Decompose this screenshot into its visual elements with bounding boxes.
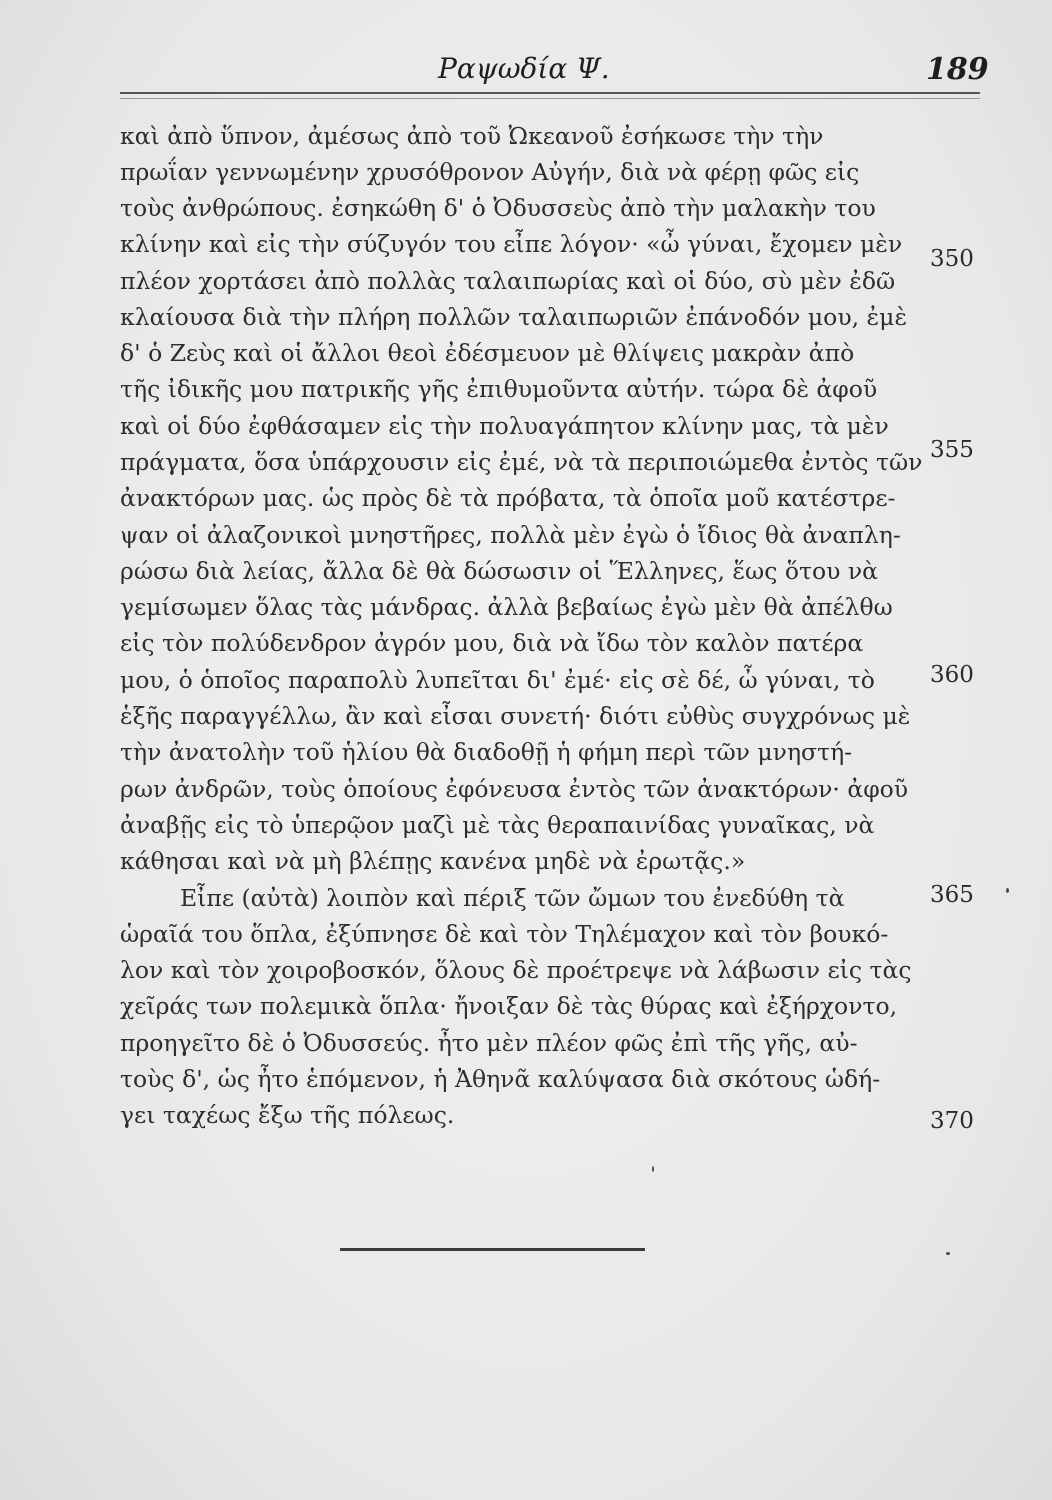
speck [946,1252,950,1255]
header-rule-thin [120,98,980,99]
text-line: λον καὶ τὸν χοιροβοσκόν, ὅλους δὲ προέτρεψε νὰ λάβωσιν εἰς τὰς [120,956,912,984]
end-rule [340,1248,645,1251]
verse-number: 370 [930,1108,974,1134]
text-line: Εἶπε (αὐτὰ) λοιπὸν καὶ πέριξ τῶν ὤμων του ἐνεδύθη τὰ [180,884,845,912]
speck [652,1166,654,1172]
verse-number: 360 [930,662,974,688]
text-line: ἀναβῇς εἰς τὸ ὑπερῷον μαζὶ μὲ τὰς θεραπαινίδας γυναῖκας, νὰ [120,811,875,839]
text-line: προηγεῖτο δὲ ὁ Ὀδυσσεύς. ἦτο μὲν πλέον φῶς ἐπὶ τῆς γῆς, αὐ- [120,1029,858,1057]
text-line: ἀνακτόρων μας. ὡς πρὸς δὲ τὰ πρόβατα, τὰ ὁποῖα μοῦ κατέστρε- [120,484,896,512]
text-line: ἑξῆς παραγγέλλω, ἂν καὶ εἶσαι συνετή· διότι εὐθὺς συγχρόνως μὲ [120,702,911,730]
text-line: ὡραῖά του ὅπλα, ἐξύπνησε δὲ καὶ τὸν Τηλέμαχον καὶ τὸν βουκό- [120,920,889,948]
text-line: τῆς ἰδικῆς μου πατρικῆς γῆς ἐπιθυμοῦντα αὐτήν. τώρα δὲ ἀφοῦ [120,375,878,403]
text-line: τοὺς δ', ὡς ἦτο ἑπόμενον, ἡ Ἀθηνᾶ καλύψασα διὰ σκότους ὡδή- [120,1065,881,1093]
speck [1006,888,1009,893]
text-line: πρωΐαν γεννωμένην χρυσόθρονον Αὐγήν, διὰ νὰ φέρῃ φῶς εἰς [120,158,860,186]
running-title: Ραψωδία Ψ. [438,52,610,85]
text-line: ρώσω διὰ λείας, ἄλλα δὲ θὰ δώσωσιν οἱ Ἕλληνες, ἕως ὅτου νὰ [120,557,879,585]
verse-number: 355 [930,437,974,463]
text-line: γεμίσωμεν ὅλας τὰς μάνδρας. ἀλλὰ βεβαίως ἐγὼ μὲν θὰ ἀπέλθω [120,593,893,621]
text-line: πλέον χορτάσει ἀπὸ πολλὰς ταλαιπωρίας καὶ οἱ δύο, σὺ μὲν ἐδῶ [120,267,896,295]
text-line: τὴν ἀνατολὴν τοῦ ἡλίου θὰ διαδοθῇ ἡ φήμη περὶ τῶν μνηστή- [120,738,853,766]
text-line: κάθησαι καὶ νὰ μὴ βλέπῃς κανένα μηδὲ νὰ ἐρωτᾷς.» [120,847,746,875]
text-line: ρων ἀνδρῶν, τοὺς ὁποίους ἐφόνευσα ἐντὸς τῶν ἀνακτόρων· ἀφοῦ [120,775,909,803]
text-line: ψαν οἱ ἀλαζονικοὶ μνηστῆρες, πολλὰ μὲν ἐγὼ ὁ ἴδιος θὰ ἀναπλη- [120,521,901,549]
text-line: γει ταχέως ἔξω τῆς πόλεως. [120,1101,455,1129]
verse-number: 365 [930,882,974,908]
text-line: κλίνην καὶ εἰς τὴν σύζυγόν του εἶπε λόγον· «ὦ γύναι, ἔχομεν μὲν [120,230,903,258]
text-line: καὶ οἱ δύο ἐφθάσαμεν εἰς τὴν πολυαγάπητον κλίνην μας, τὰ μὲν [120,412,889,440]
text-line: χεῖράς των πολεμικὰ ὅπλα· ἤνοιξαν δὲ τὰς θύρας καὶ ἐξήρχοντο, [120,992,898,1020]
text-line: καὶ ἀπὸ ὕπνον, ἀμέσως ἀπὸ τοῦ Ὠκεανοῦ ἐσήκωσε τὴν τὴν [120,122,824,150]
text-line: πράγματα, ὅσα ὑπάρχουσιν εἰς ἐμέ, νὰ τὰ περιποιώμεθα ἐντὸς τῶν [120,448,923,476]
text-line: εἰς τὸν πολύδενδρον ἀγρόν μου, διὰ νὰ ἴδω τὸν καλὸν πατέρα [120,629,864,657]
text-line: κλαίουσα διὰ τὴν πλήρη πολλῶν ταλαιπωριῶν ἐπάνοδόν μου, ἐμὲ [120,303,908,331]
running-head [120,52,989,92]
page-number: 189 [926,52,989,87]
verse-number: 350 [930,246,974,272]
text-line: δ' ὁ Ζεὺς καὶ οἱ ἄλλοι θεοὶ ἐδέσμευον μὲ θλίψεις μακρὰν ἀπὸ [120,339,855,367]
text-line: τοὺς ἀνθρώπους. ἐσηκώθη δ' ὁ Ὀδυσσεὺς ἀπὸ τὴν μαλακὴν του [120,194,876,222]
text-line: μου, ὁ ὁποῖος παραπολὺ λυπεῖται δι' ἐμέ· εἰς σὲ δέ, ὦ γύναι, τὸ [120,666,875,694]
header-rule [120,92,980,94]
